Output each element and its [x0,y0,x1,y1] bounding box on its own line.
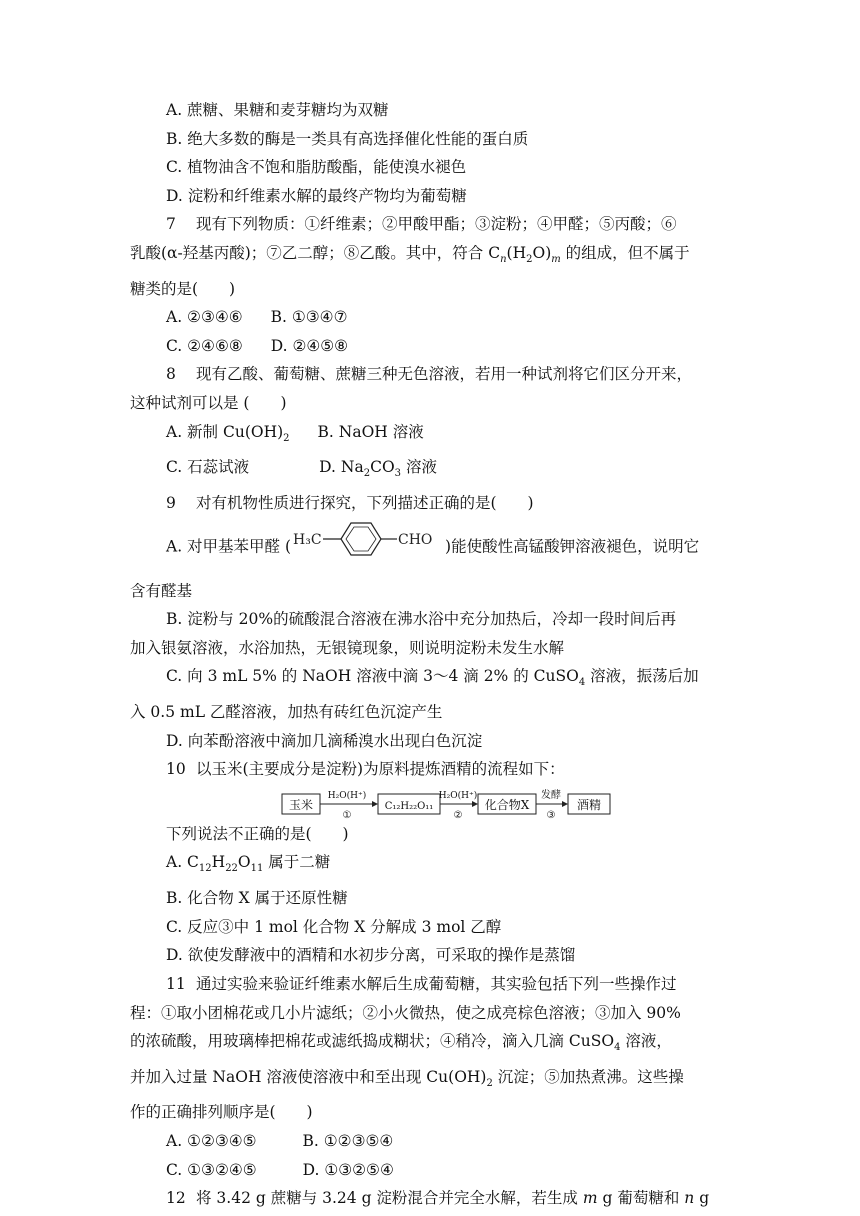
q10-option-a: A. $C_{12}H_{22}O_{11}$ 属于二糖 [166,853,331,875]
q9-stem: 9 对有机物性质进行探究，下列描述正确的是( ) [130,489,730,518]
q7-stem-line1: 7 现有下列物质：①纤维素；②甲酸甲酯；③淀粉；④甲醛；⑤丙酸；⑥ [130,210,730,239]
q9-number: 9 [166,494,176,512]
q7-stem-line3: 糖类的是( ) [130,279,236,298]
q8-stem-line1: 8 现有乙酸、葡萄糖、蔗糖三种无色溶液，若用一种试剂将它们区分开来， [130,360,730,389]
q7-option-a: A. ②③④⑥ [166,308,243,327]
flow-box-compound-x: 化合物X [484,797,530,812]
q11-stem-line1: 11 通过实验来验证纤维素水解后生成葡萄糖，其实验包括下列一些操作过 [130,970,730,999]
document-page [130,96,730,1213]
q11-stem-line5: 作的正确排列顺序是( ) [130,1103,313,1122]
ch3-label: H₃C [293,531,322,548]
q10-number: 10 [166,760,186,779]
flow-arrow1-top: H₂O(H⁺) [327,790,367,801]
q7-stem-line2: 乳酸(α-羟基丙酸)；⑦乙二醇；⑧乙酸。其中，符合 $C_n(H_2O)_m$ 的组成，但不属于 [130,243,690,266]
cho-label: CHO [398,531,433,548]
q11-option-d: D. ①③②⑤④ [302,1160,394,1179]
q11-option-b: B. ①②③⑤④ [302,1132,394,1151]
q7-option-c: C. ②④⑥⑧ [166,336,243,355]
q9-option-b-line2: 加入银氨溶液，水浴加热，无银镜现象，则说明淀粉未发生水解 [130,638,565,657]
q6-option-d: D. 淀粉和纤维素水解的最终产物均为葡萄糖 [166,186,467,205]
flow-arrow2-bottom: ② [453,809,463,820]
q8-options-ab [130,418,730,454]
q11-stem-line4: 并加入过量 NaOH 溶液使溶液中和至出现 $Cu(OH)_2$ 沉淀；⑤加热煮沸。这些操 [130,1067,684,1089]
p-tolualdehyde-structure [293,518,443,577]
q7-option-b: B. ①③④⑦ [270,308,348,327]
q12-number: 12 [166,1189,186,1208]
q11-option-c: C. ①③②④⑤ [166,1160,257,1179]
q10-flow-diagram [130,786,730,820]
q8-option-a: A. 新制 $Cu(OH)_2$ [166,422,290,444]
q6-option-a: A. 蔗糖、果糖和麦芽糖均为双糖 [166,101,389,119]
q10-option-b: B. 化合物 X 属于还原性糖 [166,889,348,908]
q11-stem-line3: 的浓硫酸，用玻璃棒把棉花或滤纸捣成糊状；④稍冷，滴入几滴 CuSO$_4$ 溶液， [130,1032,672,1054]
q8-number: 8 [166,365,176,384]
q9-option-c-line2: 入 0.5 mL 乙醛溶液，加热有砖红色沉淀产生 [130,703,443,722]
q11-stem-line2: 程：①取小团棉花或几小片滤纸；②小火微热，使之成亮棕色溶液；③加入 90% [130,1003,681,1022]
q9-option-b-line1: B. 淀粉与 20%的硫酸混合溶液在沸水浴中充分加热后，冷却一段时间后再 [166,610,677,629]
q8-option-c: C. 石蕊试液 [166,458,250,477]
q7-options-ab [130,303,730,332]
q7-option-d: D. ②④⑤⑧ [270,336,349,355]
q11-options-cd [130,1156,730,1185]
flow-arrow3-bottom: ③ [546,809,556,820]
q8-option-d: D. $Na_2CO_3$ 溶液 [319,458,437,480]
q10-stem: 10 以玉米(主要成分是淀粉)为原料提炼酒精的流程如下： [130,755,730,784]
q12-stem-line1: 12 将 3.42 g 蔗糖与 3.24 g 淀粉混合并完全水解，若生成 m g 葡萄糖和 n g [130,1184,730,1213]
q10-option-c: C. 反应③中 1 mol 化合物 X 分解成 3 mol 乙醇 [166,917,502,936]
flow-box-alcohol: 酒精 [576,797,602,812]
q10-stem-line2: 下列说法不正确的是( ) [166,824,349,843]
q6-option-c: C. 植物油含不饱和脂肪酸酯，能使溴水褪色 [166,158,467,177]
q6-option-b: B. 绝大多数的酶是一类具有高选择催化性能的蛋白质 [166,129,529,148]
q7-options-cd [130,332,730,361]
q11-options-ab [130,1127,730,1156]
q8-stem-line2: 这种试剂可以是 ( ) [130,394,287,413]
q9-option-d: D. 向苯酚溶液中滴加几滴稀溴水出现白色沉淀 [166,731,483,750]
q10-option-d: D. 欲使发酵液中的酒精和水初步分离，可采取的操作是蒸馏 [166,946,576,965]
q8-option-b: B. NaOH 溶液 [317,422,424,441]
flow-box-disaccharide: C₁₂H₂₂O₁₁ [384,800,434,812]
flow-box-corn: 玉米 [288,797,314,812]
flow-arrow1-bottom: ① [342,809,352,820]
q9-option-a-line1: A. 对甲基苯甲醛 ( H₃C CHO )能使酸性高锰酸钾溶液褪色，说明它 [130,518,730,577]
q11-number: 11 [166,974,186,993]
q9-option-c-line1: C. 向 3 mL 5% 的 NaOH 溶液中滴 3～4 滴 2% 的 CuSO$_4$ 溶液，振荡后加 [166,667,699,689]
q9-option-a-line2: 含有醛基 [130,581,193,600]
q8-options-cd [130,453,730,489]
flow-arrow3-top: 发酵 [541,789,561,801]
flow-arrow2-top: H₂O(H⁺) [438,790,478,801]
q7-number: 7 [166,215,176,234]
q11-option-a: A. ①②③④⑤ [166,1132,257,1151]
